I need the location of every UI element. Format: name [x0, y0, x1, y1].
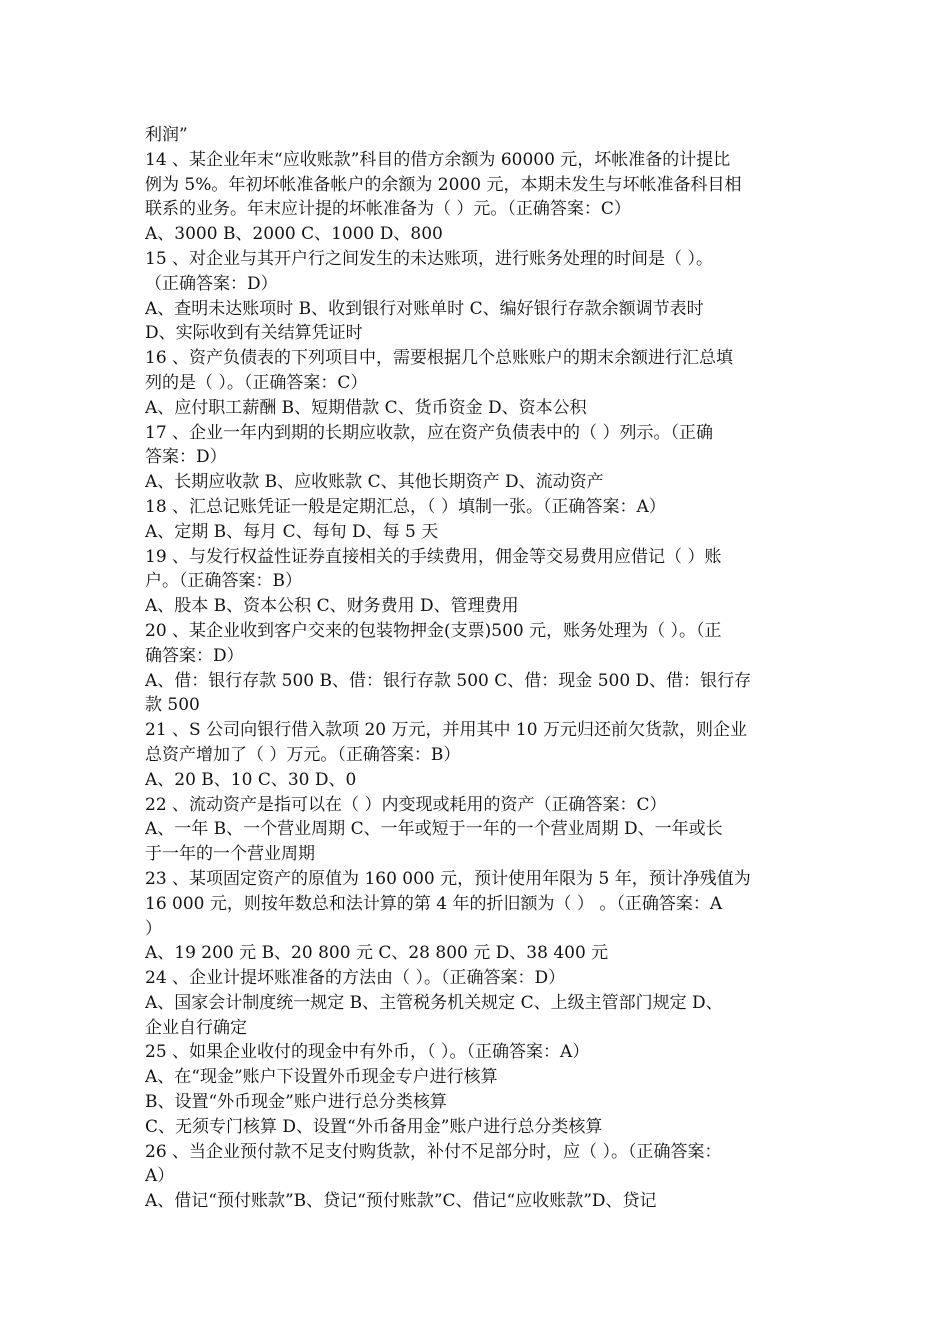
- text-line: 16 000 元，则按年数总和法计算的第 4 年的折旧额为（ ） 。（正确答案：A: [145, 893, 723, 914]
- text-line: A、应付职工薪酬 B、短期借款 C、货币资金 D、资本公积: [145, 397, 587, 418]
- text-line: B、设置“外币现金”账户进行总分类核算: [145, 1092, 447, 1113]
- text-line: 17 、企业一年内到期的长期应收款，应在资产负债表中的（ ）列示。（正确: [145, 422, 713, 443]
- text-line: A、定期 B、每月 C、每旬 D、每 5 天: [145, 521, 439, 542]
- text-line: 于一年的一个营业周期: [145, 844, 315, 865]
- text-line: 22 、流动资产是指可以在（ ）内变现或耗用的资产（正确答案：C）: [145, 794, 667, 815]
- text-line: A、借：银行存款 500 B、借：银行存款 500 C、借：现金 500 D、借：银行存: [145, 670, 752, 691]
- text-line: 24 、企业计提坏账准备的方法由（ ）。（正确答案：D）: [145, 968, 566, 989]
- text-line: 利润”: [145, 125, 188, 145]
- text-line: A、19 200 元 B、20 800 元 C、28 800 元 D、38 400 元: [145, 943, 609, 964]
- text-line: 15 、对企业与其开户行之间发生的未达账项，进行账务处理的时间是（ ）。: [145, 248, 713, 269]
- text-line: 26 、当企业预付款不足支付购货款，补付不足部分时，应（ ）。（正确答案：: [145, 1141, 722, 1162]
- text-line: A、长期应收款 B、应收账款 C、其他长期资产 D、流动资产: [145, 472, 604, 493]
- text-line: A、在“现金”账户下设置外币现金专户进行核算: [145, 1067, 498, 1088]
- text-line: A、国家会计制度统一规定 B、主管税务机关规定 C、上级主管部门规定 D、: [145, 992, 723, 1013]
- text-line: 16 、资产负债表的下列项目中，需要根据几个总账账户的期末余额进行汇总填: [145, 348, 734, 369]
- text-line: 列的是（ ）。（正确答案：C）: [145, 372, 368, 393]
- text-line: 答案：D）: [145, 447, 227, 468]
- text-line: A、股本 B、资本公积 C、财务费用 D、管理费用: [145, 596, 519, 617]
- text-line: D、实际收到有关结算凭证时: [145, 323, 363, 344]
- text-line: 户。（正确答案：B）: [145, 571, 302, 592]
- text-line: A、借记“预付账款”B、贷记“预付账款”C、借记“应收账款”D、贷记: [145, 1191, 657, 1212]
- text-line: 总资产增加了（ ）万元。（正确答案：B）: [145, 744, 461, 765]
- text-line: （正确答案：D）: [145, 273, 278, 294]
- text-line: ）: [145, 918, 162, 939]
- text-line: 18 、汇总记账凭证一般是定期汇总，（ ）填制一张。（正确答案：A）: [145, 496, 666, 517]
- text-line: A、3000 B、2000 C、1000 D、800: [145, 224, 443, 245]
- text-line: 企业自行确定: [145, 1017, 247, 1038]
- text-line: 19 、与发行权益性证券直接相关的手续费用，佣金等交易费用应借记（ ）账: [145, 546, 722, 567]
- text-line: C、无须专门核算 D、设置“外币备用金”账户进行总分类核算: [145, 1116, 603, 1137]
- text-line: A）: [145, 1166, 175, 1187]
- text-line: A、20 B、10 C、30 D、0: [145, 769, 357, 790]
- text-line: 确答案：D）: [145, 645, 244, 666]
- text-line: 25 、如果企业收付的现金中有外币，（ ）。（正确答案：A）: [145, 1042, 590, 1063]
- text-line: 款 500: [145, 695, 200, 716]
- text-line: 联系的业务。年末应计提的坏帐准备为（ ）元。（正确答案：C）: [145, 199, 631, 220]
- text-line: 21 、S 公司向银行借入款项 20 万元，并用其中 10 万元归还前欠货款，则企业: [145, 720, 747, 741]
- text-line: 例为 5%。年初坏帐准备帐户的余额为 2000 元，本期未发生与坏帐准备科目相: [145, 174, 742, 195]
- text-line: 14 、某企业年末“应收账款”科目的借方余额为 60000 元，坏帐准备的计提比: [145, 149, 731, 170]
- text-line: 23 、某项固定资产的原值为 160 000 元，预计使用年限为 5 年，预计净残值为: [145, 868, 751, 889]
- text-line: A、查明未达账项时 B、收到银行对账单时 C、编好银行存款余额调节表时: [145, 298, 704, 319]
- text-line: 20 、某企业收到客户交来的包装物押金(支票)500 元，账务处理为（ ）。（正: [145, 620, 722, 641]
- text-line: A、一年 B、一个营业周期 C、一年或短于一年的一个营业周期 D、一年或长: [145, 819, 723, 840]
- document-body: [145, 123, 815, 1214]
